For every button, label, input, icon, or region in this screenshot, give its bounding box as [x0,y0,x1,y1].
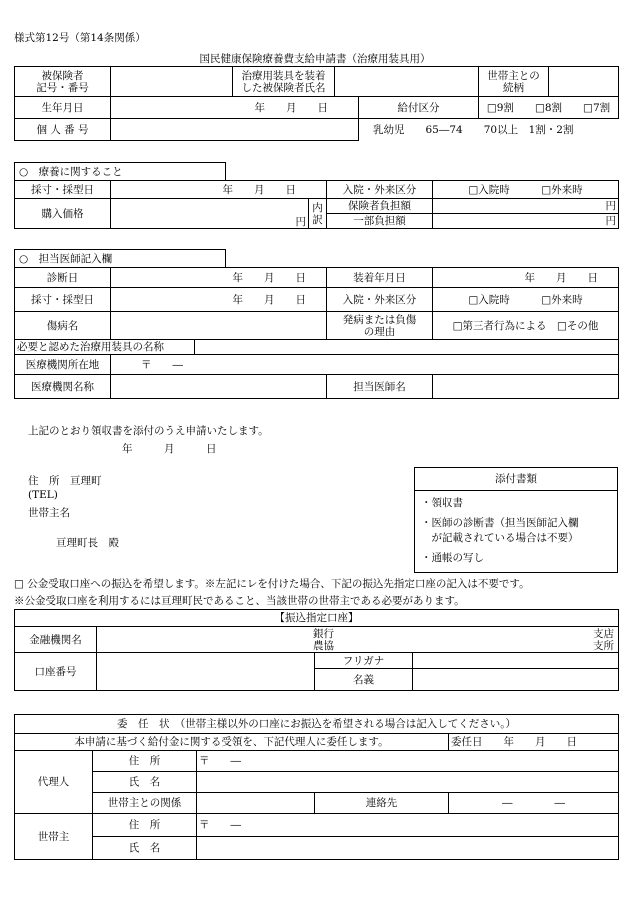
agent-address-label: 住 所 [93,751,197,772]
institution-name-field[interactable] [111,375,327,399]
agent-relation-field[interactable] [197,793,315,814]
attachments-box [414,467,618,573]
birth-date-field[interactable]: 年 月 日 [111,97,359,119]
bank-table [14,609,619,691]
application-statement: 上記のとおり領収書を添付のうえ申請いたします。 [28,425,269,437]
public-account-note[interactable]: □ 公金受取口座への振込を希望します。※左記にレを付けた場合、下記の振込先指定口座の記入は不要です。 [14,578,530,590]
application-date[interactable]: 年 月 日 [122,443,217,455]
institution-name-label: 医療機関名称 [15,375,111,399]
public-account-condition: ※公金受取口座を利用するには亘理町民であること、当該世帯の世帯主である必要があります。 [14,595,465,607]
measure-date-field[interactable]: 年 月 日 [111,181,327,199]
mayor-address: 亘理町長 殿 [56,537,119,549]
attachment-item: ・通帳の写し [421,552,484,564]
bank-institution-label: 金融機関名 [15,627,97,653]
agent-name-label: 氏 名 [93,772,197,793]
fit-date-field[interactable]: 年 月 日 [433,268,619,288]
birth-label: 生年月日 [15,97,111,119]
branch-type-label: 支店 支所 [593,628,614,652]
inout-options[interactable]: □入院時 □外来時 [433,181,619,199]
measure-date-label: 採寸・採型日 [15,181,111,199]
applicant-householder[interactable]: 世帯主名 [28,507,70,519]
partial-share-label: 一部負担額 [327,214,433,229]
personal-number-field[interactable] [111,119,359,141]
attachment-item: ・領収書 [421,497,463,509]
disease-label: 傷病名 [15,312,111,340]
patient-name-label: 治療用装具を装着 した被保険者氏名 [233,67,335,97]
doctor-inout-label: 入院・外来区分 [327,288,433,312]
bank-title: 【振込指定口座】 [15,610,619,627]
agent-name-field[interactable] [197,772,619,793]
care-heading: ○ 療養に関すること [14,162,226,180]
doctor-measure-date-field[interactable]: 年 月 日 [111,288,327,312]
inout-label: 入院・外来区分 [327,181,433,199]
care-table [14,180,619,229]
cause-options[interactable]: □第三者行為による □その他 [433,312,619,340]
benefit-label: 給付区分 [359,97,479,119]
agent-relation-label: 世帯主との関係 [93,793,197,814]
form-number: 様式第12号（第14条関係） [14,32,146,44]
insured-number-field[interactable] [111,67,233,97]
disease-field[interactable] [111,312,327,340]
attachments-title: 添付書類 [415,468,617,491]
account-number-field[interactable] [97,653,315,691]
diagnosis-date-field[interactable]: 年 月 日 [111,268,327,288]
attachment-item: ・医師の診断書（担当医師記入欄 が記載されている場合は不要） [421,517,579,544]
doctor-name-label: 担当医師名 [327,375,433,399]
partial-share-field[interactable]: 円 [433,214,619,229]
relation-field[interactable] [549,67,619,97]
price-label: 購入価格 [15,199,111,229]
doctor-heading: ○ 担当医師記入欄 [14,249,226,267]
bank-institution-field[interactable] [97,627,619,653]
householder-name-field[interactable] [197,837,619,860]
device-name-field[interactable] [195,340,619,355]
age-category-note: 乳幼児 65―74 70以上 1割・2割 [373,123,574,136]
cause-label: 発病または負傷 の理由 [327,312,433,340]
holder-label: 名義 [315,669,413,691]
institution-address-field[interactable]: 〒 ― [111,355,619,375]
doctor-measure-date-label: 採寸・採型日 [15,288,111,312]
householder-address-field[interactable]: 〒 ― [197,814,619,837]
agent-contact-field[interactable]: ― ― [449,793,619,814]
fit-date-label: 装着年月日 [327,268,433,288]
personal-number-label: 個 人 番 号 [15,119,111,141]
benefit-options[interactable]: □9割 □8割 □7割 [479,97,619,119]
agent-contact-label: 連絡先 [315,793,449,814]
holder-field[interactable] [413,669,619,691]
breakdown-label: 内 訳 [309,199,327,229]
proxy-statement: 本申請に基づく給付金に関する受領を、下記代理人に委任します。 [15,734,449,751]
applicant-address[interactable]: 住 所 亘理町 [28,475,102,487]
account-number-label: 口座番号 [15,653,97,691]
applicant-tel[interactable]: (TEL) [28,489,58,501]
attachments-list [415,491,617,571]
insured-table [14,66,619,141]
proxy-title: 委 任 状 （世帯主様以外の口座にお振込を希望される場合は記入してください。） [15,715,619,734]
price-field[interactable]: 円 [111,199,309,229]
doctor-name-field[interactable] [433,375,619,399]
insurer-share-label: 保険者負担額 [327,199,433,214]
insured-number-label: 被保険者 記号・番号 [15,67,111,97]
diagnosis-date-label: 診断日 [15,268,111,288]
furigana-label: フリガナ [315,653,413,669]
doctor-inout-options[interactable]: □入院時 □外来時 [433,288,619,312]
doctor-table [14,267,619,399]
agent-label: 代理人 [15,751,93,814]
bank-type-label: 銀行 農協 [313,628,334,652]
institution-address-label: 医療機関所在地 [15,355,111,375]
proxy-table [14,714,619,860]
furigana-field[interactable] [413,653,619,669]
householder-label: 世帯主 [15,814,93,860]
proxy-date[interactable]: 委任日 年 月 日 [449,734,619,751]
device-name-label: 必要と認めた治療用装具の名称 [15,340,195,355]
patient-name-field[interactable] [335,67,479,97]
householder-address-label: 住 所 [93,814,197,837]
agent-address-field[interactable]: 〒 ― [197,751,619,772]
form-title: 国民健康保険療養費支給申請書（治療用装具用） [199,53,431,65]
householder-name-label: 氏 名 [93,837,197,860]
relation-label: 世帯主との 続柄 [479,67,549,97]
insurer-share-field[interactable]: 円 [433,199,619,214]
